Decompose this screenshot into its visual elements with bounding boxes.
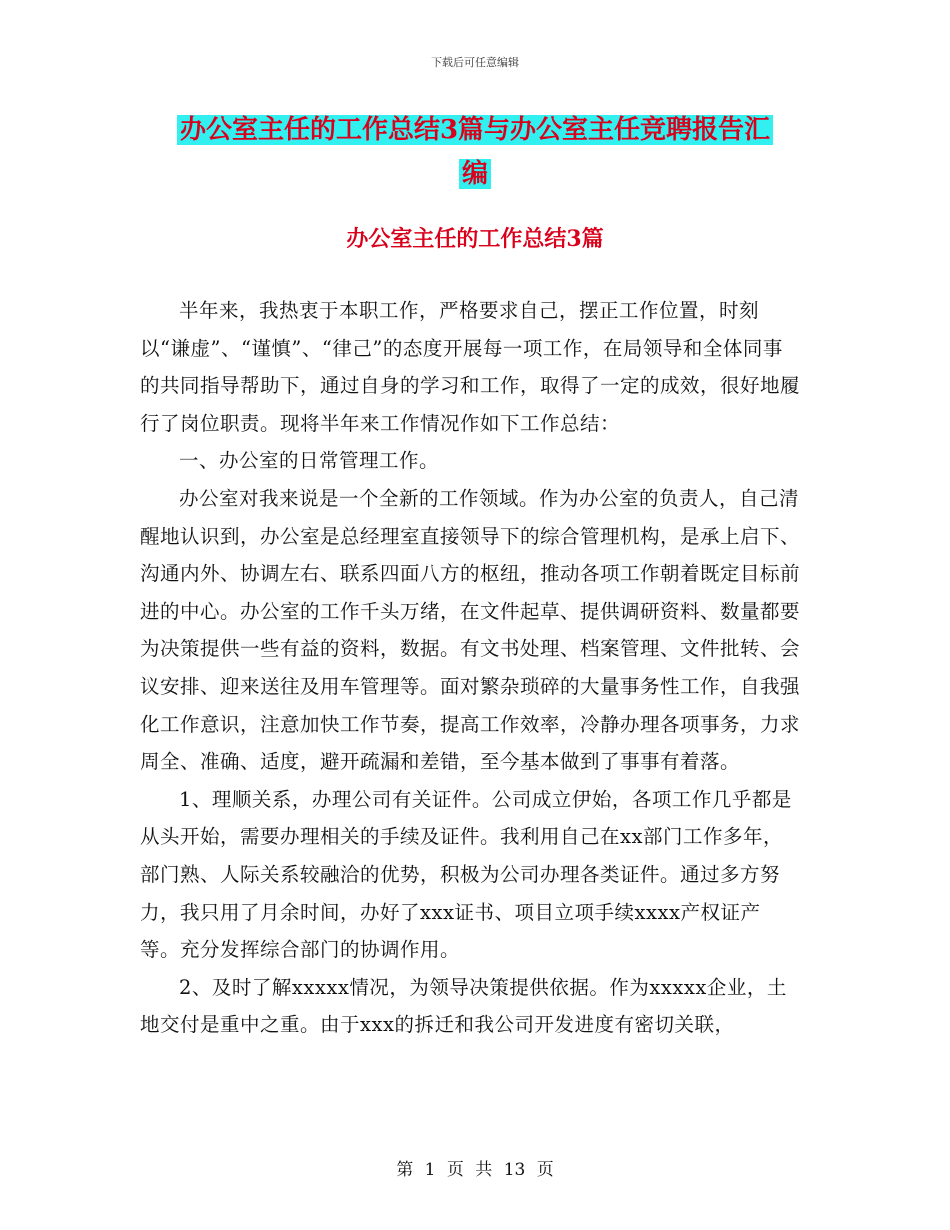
document-title-line1 [0, 112, 950, 148]
page-footer: 第 1 页 共 13 页 [396, 1160, 554, 1180]
section-title: 办公室主任的工作总结3篇 [346, 226, 604, 252]
paragraph: 半年来，我热衷于本职工作，严格要求自己，摆正工作位置，时刻以“谦虚”、“谨慎”、“律己”的态度开展每一项工作，在局领导和全体同事的共同指导帮助下，通过自身的学习和工作，取得了一定的成效，很好地履行了岗位职责。现将半年来工作情况作如下工作总结： [140, 299, 801, 435]
document-title-text-cont: 编 [459, 159, 491, 189]
paragraph: 1、理顺关系，办理公司有关证件。公司成立伊始，各项工作几乎都是从头开始，需要办理相关的手续及证件。我利用自己在xx部门工作多年，部门熟、人际关系较融洽的优势，积极为公司办理各类证件。通过多方努力，我只用了月余时间，办好了xxx证书、项目立项手续xxxx产权证产等。充分发挥综合部门的协调作用。 [140, 787, 792, 962]
document-title-text: 办公室主任的工作总结3篇与办公室主任竞聘报告汇 [177, 115, 773, 145]
paragraph: 2、及时了解xxxxx情况，为领导决策提供依据。作为xxxxx企业，土地交付是重中之重。由于xxx的拆迁和我公司开发进度有密切关联， [140, 975, 787, 1037]
document-body [140, 292, 800, 1044]
document-title-line2 [0, 156, 950, 192]
paragraph: 办公室对我来说是一个全新的工作领域。作为办公室的负责人，自己清醒地认识到，办公室是总经理室直接领导下的综合管理机构，是承上启下、沟通内外、协调左右、联系四面八方的枢纽，推动各项工作朝着既定目标前进的中心。办公室的工作千头万绪，在文件起草、提供调研资料、数量都要为决策提供一些有益的资料，数据。有文书处理、档案管理、文件批转、会议安排、迎来送往及用车管理等。面对繁杂琐碎的大量事务性工作，自我强化工作意识，注意加快工作节奏，提高工作效率，冷静办理各项事务，力求周全、准确、适度，避开疏漏和差错，至今基本做到了事事有着落。 [140, 486, 801, 774]
header-note: 下载后可任意编辑 [431, 56, 519, 69]
paragraph: 一、办公室的日常管理工作。 [179, 449, 440, 473]
